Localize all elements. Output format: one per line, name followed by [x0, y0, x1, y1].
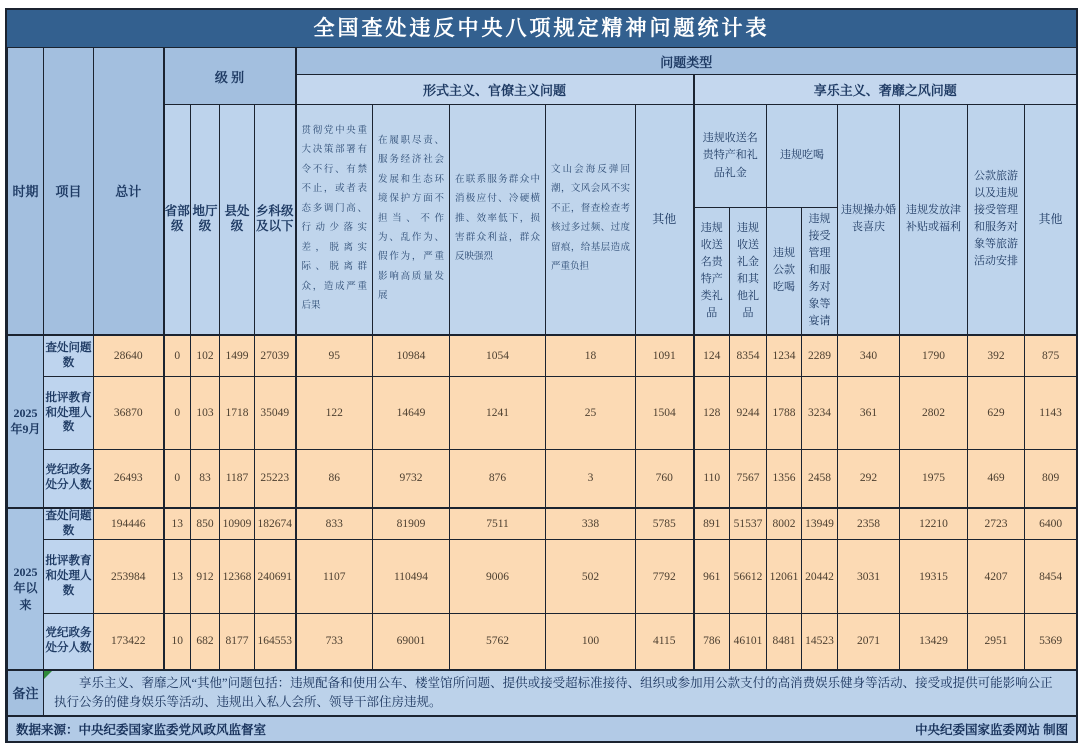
value-cell: 19315 — [900, 540, 968, 614]
col-group-gifts: 违规收送名贵特产和礼品礼金 — [694, 105, 767, 208]
col-group-level: 级 别 — [164, 48, 296, 105]
value-cell: 0 — [164, 450, 191, 508]
item-label: 党纪政务处分人数 — [44, 450, 94, 508]
value-cell: 14523 — [802, 614, 838, 670]
value-cell: 469 — [968, 450, 1025, 508]
value-cell: 13 — [164, 540, 191, 614]
value-cell: 5369 — [1025, 614, 1077, 670]
value-cell: 25 — [546, 377, 636, 450]
value-cell: 6400 — [1025, 508, 1077, 540]
col-header-level-county: 县处级 — [220, 105, 255, 335]
col-group-dining: 违规吃喝 — [767, 105, 838, 208]
data-source: 数据来源：中央纪委国家监委党风政风监督室 — [16, 723, 267, 738]
value-cell: 13949 — [802, 508, 838, 540]
value-cell: 292 — [838, 450, 900, 508]
value-cell: 51537 — [730, 508, 767, 540]
value-cell: 122 — [296, 377, 373, 450]
value-cell: 240691 — [255, 540, 296, 614]
col-header-level-prefecture: 地厅级 — [191, 105, 220, 335]
value-cell: 36870 — [94, 377, 164, 450]
col-group-formalism: 形式主义、官僚主义问题 — [296, 75, 694, 105]
value-cell: 8354 — [730, 335, 767, 377]
value-cell: 1241 — [450, 377, 546, 450]
value-cell: 9732 — [373, 450, 450, 508]
value-cell: 502 — [546, 540, 636, 614]
table-row — [8, 614, 1077, 670]
value-cell: 12061 — [767, 540, 802, 614]
value-cell: 875 — [1025, 335, 1077, 377]
value-cell: 1975 — [900, 450, 968, 508]
value-cell: 1091 — [636, 335, 694, 377]
value-cell: 18 — [546, 335, 636, 377]
value-cell: 8481 — [767, 614, 802, 670]
value-cell: 850 — [191, 508, 220, 540]
table-row — [8, 540, 1077, 614]
value-cell: 13 — [164, 508, 191, 540]
chart-credit: 中央纪委国家监委网站 制图 — [914, 723, 1069, 738]
value-cell: 4115 — [636, 614, 694, 670]
col-header-level-township: 乡科级及以下 — [255, 105, 296, 335]
col-header-formalism-3: 在联系服务群众中消极应付、冷硬横推、效率低下，损害群众利益，群众反映强烈 — [450, 105, 546, 335]
table-row — [8, 508, 1077, 540]
value-cell: 173422 — [94, 614, 164, 670]
value-cell: 338 — [546, 508, 636, 540]
value-cell: 760 — [636, 450, 694, 508]
remark-label: 备注 — [8, 670, 44, 717]
value-cell: 103 — [191, 377, 220, 450]
value-cell: 786 — [694, 614, 730, 670]
value-cell: 1054 — [450, 335, 546, 377]
value-cell: 629 — [968, 377, 1025, 450]
value-cell: 0 — [164, 335, 191, 377]
col-header-level-province: 省部级 — [164, 105, 191, 335]
value-cell: 25223 — [255, 450, 296, 508]
table-row — [8, 335, 1077, 377]
value-cell: 1718 — [220, 377, 255, 450]
value-cell: 13429 — [900, 614, 968, 670]
value-cell: 361 — [838, 377, 900, 450]
period-label: 2025年9月 — [8, 335, 44, 508]
value-cell: 26493 — [94, 450, 164, 508]
value-cell: 9006 — [450, 540, 546, 614]
value-cell: 2458 — [802, 450, 838, 508]
col-header-gifts-cash: 违规收送礼金和其他礼品 — [730, 208, 767, 335]
value-cell: 253984 — [94, 540, 164, 614]
value-cell: 1187 — [220, 450, 255, 508]
value-cell: 56612 — [730, 540, 767, 614]
value-cell: 83 — [191, 450, 220, 508]
value-cell: 128 — [694, 377, 730, 450]
value-cell: 2951 — [968, 614, 1025, 670]
period-label: 2025年以来 — [8, 508, 44, 670]
value-cell: 10 — [164, 614, 191, 670]
value-cell: 86 — [296, 450, 373, 508]
value-cell: 124 — [694, 335, 730, 377]
col-header-item: 项目 — [44, 48, 94, 335]
value-cell: 1234 — [767, 335, 802, 377]
col-header-formalism-4: 文山会海反弹回潮，文风会风不实不正，督查检查考核过多过频、过度留痕，给基层造成严重负担 — [546, 105, 636, 335]
value-cell: 27039 — [255, 335, 296, 377]
item-label: 查处问题数 — [44, 508, 94, 540]
statistics-sheet — [5, 8, 1078, 743]
value-cell: 3 — [546, 450, 636, 508]
value-cell: 1499 — [220, 335, 255, 377]
value-cell: 1143 — [1025, 377, 1077, 450]
value-cell: 876 — [450, 450, 546, 508]
remark-text: 享乐主义、奢靡之风“其他”问题包括：违规配备和使用公车、楼堂馆所问题、提供或接受超标准接待、组织或参加用公款支付的高消费娱乐健身等活动、接受或提供可能影响公正执行公务的健身娱乐等活动、违规出入私人会所、领导干部住房违规。 — [54, 675, 1053, 709]
value-cell: 0 — [164, 377, 191, 450]
value-cell: 164553 — [255, 614, 296, 670]
value-cell: 1790 — [900, 335, 968, 377]
value-cell: 110 — [694, 450, 730, 508]
table-head — [8, 48, 1077, 335]
value-cell: 5785 — [636, 508, 694, 540]
col-header-dining-public-funds: 违规公款吃喝 — [767, 208, 802, 335]
value-cell: 891 — [694, 508, 730, 540]
value-cell: 20442 — [802, 540, 838, 614]
col-group-hedonism: 享乐主义、奢靡之风问题 — [694, 75, 1077, 105]
value-cell: 392 — [968, 335, 1025, 377]
value-cell: 8454 — [1025, 540, 1077, 614]
col-header-gifts-specialty: 违规收送名贵特产类礼品 — [694, 208, 730, 335]
value-cell: 102 — [191, 335, 220, 377]
statistics-table — [7, 47, 1077, 742]
value-cell: 35049 — [255, 377, 296, 450]
table-row — [8, 450, 1077, 508]
value-cell: 10909 — [220, 508, 255, 540]
value-cell: 961 — [694, 540, 730, 614]
item-label: 批评教育和处理人数 — [44, 540, 94, 614]
value-cell: 81909 — [373, 508, 450, 540]
table-title: 全国查处违反中央八项规定精神问题统计表 — [7, 10, 1076, 47]
table-body — [8, 335, 1077, 670]
value-cell: 7511 — [450, 508, 546, 540]
value-cell: 69001 — [373, 614, 450, 670]
value-cell: 10984 — [373, 335, 450, 377]
value-cell: 2802 — [900, 377, 968, 450]
value-cell: 3031 — [838, 540, 900, 614]
value-cell: 46101 — [730, 614, 767, 670]
col-header-period: 时期 — [8, 48, 44, 335]
value-cell: 110494 — [373, 540, 450, 614]
table-row — [8, 377, 1077, 450]
value-cell: 1788 — [767, 377, 802, 450]
col-header-formalism-1: 贯彻党中央重大决策部署有令不行、有禁不止，或者表态多调门高、行动少落实差，脱离实际、脱离群众，造成严重后果 — [296, 105, 373, 335]
value-cell: 100 — [546, 614, 636, 670]
value-cell: 95 — [296, 335, 373, 377]
col-header-hedonism-travel: 公款旅游以及违规接受管理和服务对象等旅游活动安排 — [968, 105, 1025, 335]
value-cell: 7792 — [636, 540, 694, 614]
value-cell: 833 — [296, 508, 373, 540]
table-foot — [8, 670, 1077, 742]
value-cell: 5762 — [450, 614, 546, 670]
footer-row — [8, 716, 1077, 742]
col-header-hedonism-weddings: 违规操办婚丧喜庆 — [838, 105, 900, 335]
value-cell: 912 — [191, 540, 220, 614]
value-cell: 340 — [838, 335, 900, 377]
value-cell: 2071 — [838, 614, 900, 670]
value-cell: 12368 — [220, 540, 255, 614]
value-cell: 2723 — [968, 508, 1025, 540]
item-label: 查处问题数 — [44, 335, 94, 377]
value-cell: 2289 — [802, 335, 838, 377]
col-header-hedonism-allowances: 违规发放津补贴或福利 — [900, 105, 968, 335]
value-cell: 809 — [1025, 450, 1077, 508]
cell-corner-flag-icon — [44, 671, 52, 679]
item-label: 批评教育和处理人数 — [44, 377, 94, 450]
value-cell: 28640 — [94, 335, 164, 377]
col-header-hedonism-other: 其他 — [1025, 105, 1077, 335]
value-cell: 2358 — [838, 508, 900, 540]
value-cell: 733 — [296, 614, 373, 670]
col-header-total: 总计 — [94, 48, 164, 335]
value-cell: 1356 — [767, 450, 802, 508]
col-header-formalism-other: 其他 — [636, 105, 694, 335]
col-header-dining-banquets: 违规接受管理和服务对象等宴请 — [802, 208, 838, 335]
value-cell: 8177 — [220, 614, 255, 670]
value-cell: 9244 — [730, 377, 767, 450]
value-cell: 182674 — [255, 508, 296, 540]
value-cell: 14649 — [373, 377, 450, 450]
value-cell: 682 — [191, 614, 220, 670]
value-cell: 8002 — [767, 508, 802, 540]
value-cell: 1107 — [296, 540, 373, 614]
value-cell: 4207 — [968, 540, 1025, 614]
col-group-problem-type: 问题类型 — [296, 48, 1077, 75]
value-cell: 12210 — [900, 508, 968, 540]
remark-cell — [44, 670, 1077, 717]
col-header-formalism-2: 在履职尽责、服务经济社会发展和生态环境保护方面不担当、不作为、乱作为、假作为，严重影响高质量发展 — [373, 105, 450, 335]
value-cell: 194446 — [94, 508, 164, 540]
value-cell: 7567 — [730, 450, 767, 508]
value-cell: 1504 — [636, 377, 694, 450]
value-cell: 3234 — [802, 377, 838, 450]
item-label: 党纪政务处分人数 — [44, 614, 94, 670]
